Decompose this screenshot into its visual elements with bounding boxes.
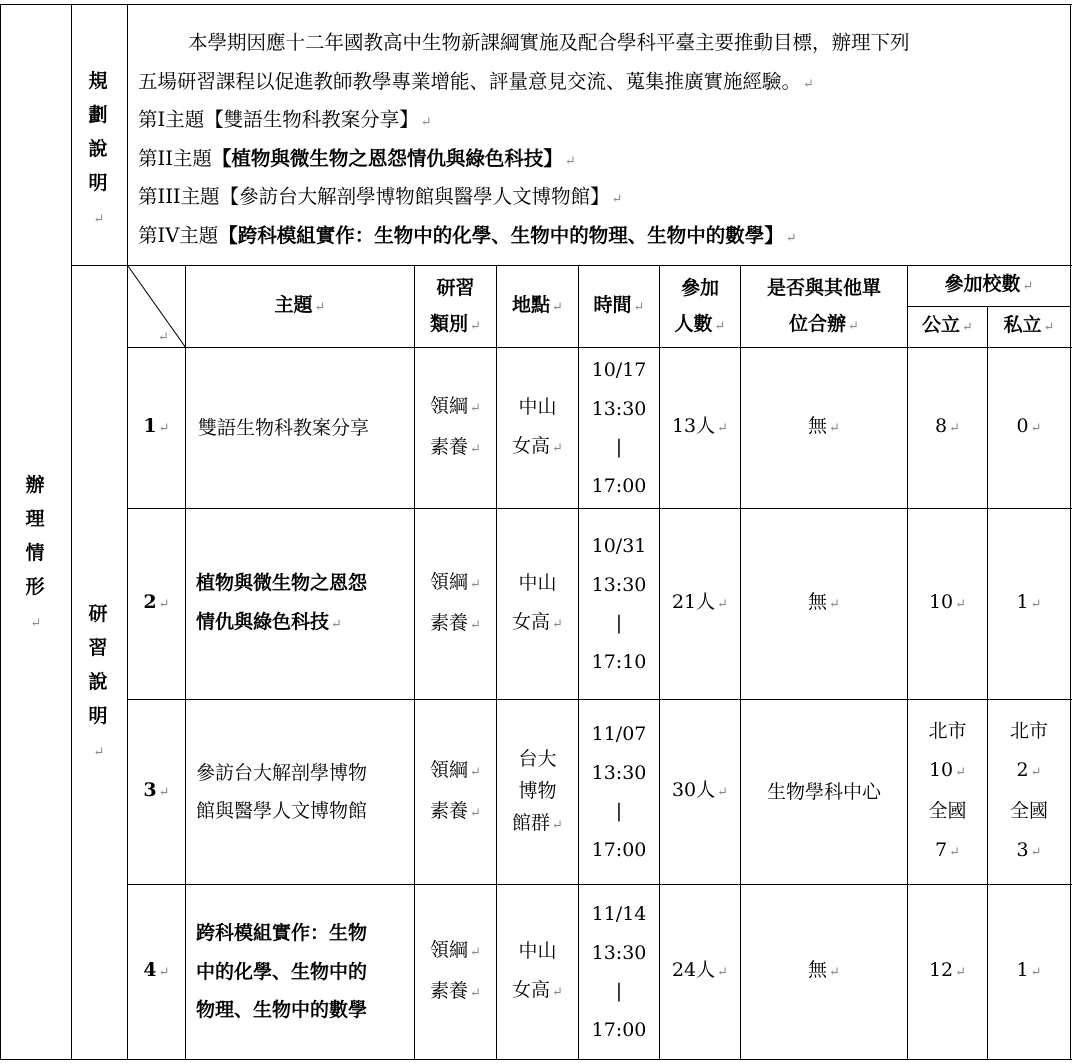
- row-public-count: 北市 10 ↵ 全國 7 ↵: [928, 720, 967, 861]
- row-co-organized: 無 ↵: [808, 415, 840, 438]
- row-time: 11/07 13:30 | 17:00: [591, 723, 647, 861]
- table-left-border: [0, 4, 1, 1060]
- row-private-count: 0 ↵: [1016, 415, 1042, 438]
- outer-section-heading: 辦 理 情 形↵: [25, 474, 45, 631]
- row-time: 10/17 13:30 | 17:00: [591, 359, 647, 497]
- header-theme: 主題 ↵: [274, 293, 326, 316]
- header-public: 公立 ↵: [922, 314, 973, 337]
- col-divider-no: [185, 265, 186, 1060]
- theme-line-2: 第II主題【植物與微生物之恩怨情仇與綠色科技】 ↵: [138, 146, 576, 170]
- row-participants: 24人 ↵: [671, 959, 729, 982]
- plan-heading: 規 劃 說 明↵: [88, 70, 108, 227]
- header-category: 研習 類別 ↵: [430, 276, 481, 335]
- header-diagonal-line: [128, 266, 186, 348]
- row-public-count: 12 ↵: [928, 959, 967, 982]
- theme-line-3: 第III主題【參訪台大解剖學博物館與醫學人文博物館】 ↵: [138, 185, 623, 208]
- row-co-organized: 生物學科中心: [766, 780, 881, 803]
- row-theme: 跨科模組實作：生物 中的化學、生物中的 物理、生物中的數學: [196, 922, 368, 1022]
- row-co-organized: 無 ↵: [808, 959, 840, 982]
- row-number: 2 ↵: [143, 591, 170, 614]
- row-number: 1 ↵: [143, 415, 170, 438]
- header-participants: 參加 人數 ↵: [674, 276, 726, 335]
- row-participants: 13人 ↵: [671, 415, 729, 438]
- row-theme: 植物與微生物之恩怨 情仇與綠色科技 ↵: [196, 572, 368, 633]
- table-right-border: [1070, 4, 1071, 1060]
- row-participants: 21人 ↵: [671, 591, 729, 614]
- row-category: 領綱 ↵ 素養 ↵: [430, 938, 481, 1002]
- theme-line-1: 第I主題【雙語生物科教案分享】 ↵: [138, 108, 432, 131]
- theme-line-4: 第IV主題【跨科模組實作：生物中的化學、生物中的物理、生物中的數學】 ↵: [138, 223, 797, 247]
- header-private: 私立 ↵: [1003, 314, 1055, 337]
- row-location: 中山 女高 ↵: [512, 396, 563, 457]
- row-theme: 參訪台大解剖學博物 館與醫學人文博物館: [196, 761, 368, 822]
- table-bottom-border: [0, 1059, 1072, 1060]
- row-public-count: 10 ↵: [928, 591, 967, 614]
- intro-line-1: 本學期因應十二年國教高中生物新課綱實施及配合學科平臺主要推動目標，辦理下列: [188, 31, 910, 54]
- row-category: 領綱 ↵ 素養 ↵: [430, 758, 481, 822]
- row-private-count: 1 ↵: [1016, 591, 1042, 614]
- row-category: 領綱 ↵ 素養 ↵: [430, 394, 481, 458]
- intro-line-2: 五場研習課程以促進教師教學專業增能、評量意見交流、蒐集推廣實施經驗。 ↵: [138, 69, 814, 93]
- row-number: 4 ↵: [143, 959, 170, 982]
- row-category: 領綱 ↵ 素養 ↵: [430, 570, 481, 634]
- header-school-count: 參加校數 ↵: [944, 273, 1034, 296]
- row-co-organized: 無 ↵: [808, 591, 840, 614]
- row-private-count: 北市 2 ↵ 全國 3 ↵: [1009, 720, 1048, 861]
- row-location: 中山 女高 ↵: [512, 940, 563, 1001]
- header-co-organized: 是否與其他單 位合辦 ↵: [766, 276, 881, 335]
- row-time: 10/31 13:30 | 17:10: [591, 535, 647, 673]
- row-theme: 雙語生物科教案分享: [198, 416, 370, 439]
- header-location: 地點 ↵: [512, 293, 563, 316]
- row-public-count: 8 ↵: [935, 415, 960, 438]
- outer-heading-divider: [71, 4, 72, 1060]
- row-participants: 30人 ↵: [671, 779, 729, 802]
- header-corner-mark: ↵: [158, 330, 169, 345]
- row-time: 11/14 13:30 | 17:00: [591, 903, 647, 1041]
- row-location: 台大 博物 館群 ↵: [512, 747, 563, 834]
- row-location: 中山 女高 ↵: [512, 572, 563, 633]
- table-top-border: [0, 4, 1072, 5]
- plan-description: [138, 24, 1068, 255]
- row-number: 3 ↵: [143, 779, 170, 802]
- study-section-heading: 研 習 說 明↵: [88, 603, 108, 760]
- row-private-count: 1 ↵: [1016, 959, 1042, 982]
- header-time: 時間 ↵: [593, 293, 645, 316]
